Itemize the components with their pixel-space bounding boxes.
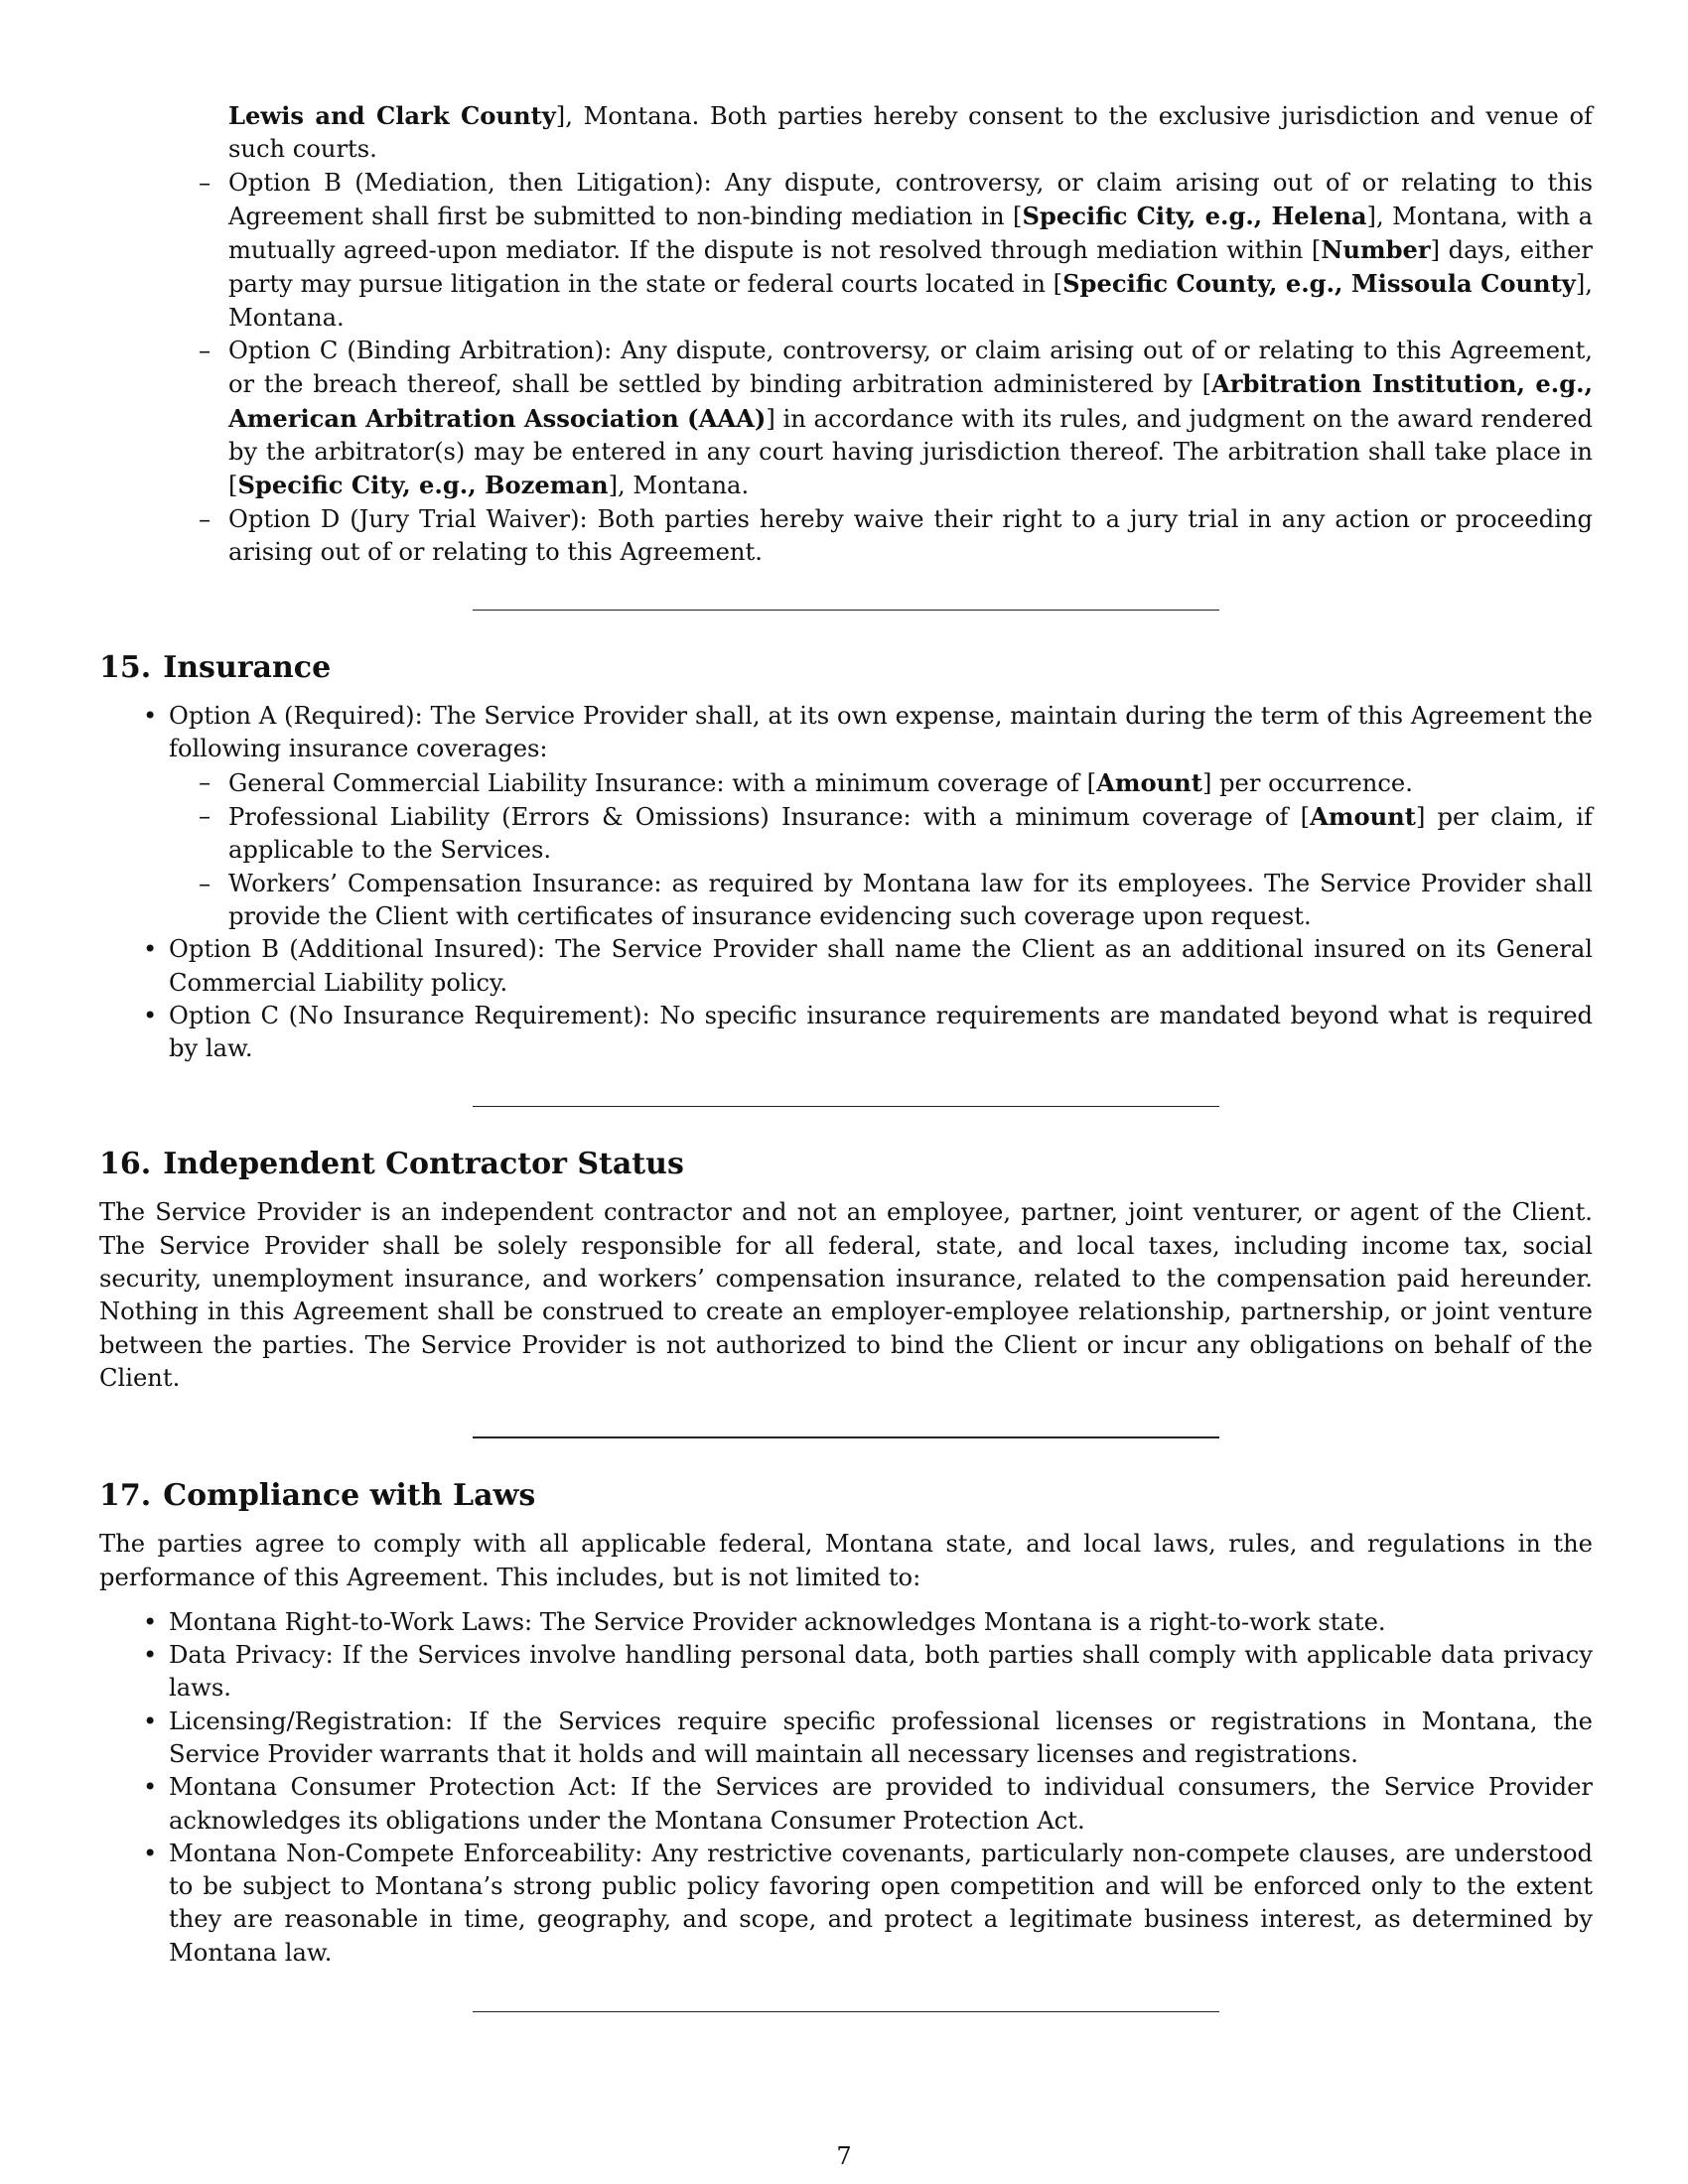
insurance-option-a: • Option A (Required): The Service Provider shall, at its own expense, maintain during the term of this Agreement the following insurance coverages: – General Commercial Liability Insurance: with a minimum coverage of [Amount] per occurrence. – Professional Liability (Errors & Omissions) Insurance: with a minimum coverage of [Amount] per claim, if applicable to the Services. – Workers’ Compensation Insurance: as required by Montana law for its employees. The Service Provider shall provide the Client with certificates of insurance evidencing such coverage upon request.: [169, 700, 1593, 933]
insurance-coverage-list: [169, 766, 1593, 933]
page-number: 7: [836, 2142, 852, 2170]
section-17-heading: 17. Compliance with Laws: [99, 1478, 536, 1514]
compliance-intro: The parties agree to comply with all applicable federal, Montana state, and local laws, rules, and regulations in the performance of this Agreement. This includes, but is not limited to:: [99, 1530, 1593, 1591]
coverage-workers-comp: – Workers’ Compensation Insurance: as required by Montana law for its employees. The Service Provider shall provide the Client with certificates of insurance evidencing such coverage upon request.: [228, 868, 1593, 934]
insurance-option-b: • Option B (Additional Insured): The Service Provider shall name the Client as an additional insured on its General Commercial Liability policy.: [169, 933, 1593, 1000]
compliance-item-data-privacy: • Data Privacy: If the Services involve handling personal data, both parties shall comply with applicable data privacy laws.: [169, 1639, 1593, 1706]
section-divider: [473, 1106, 1219, 1107]
section-16-heading: 16. Independent Contractor Status: [99, 1147, 684, 1182]
section-14-options: [99, 167, 1593, 570]
option-b-mediation: – Option B (Mediation, then Litigation): Any dispute, controversy, or claim arising out of or relating to this Agreement shall first be submitted to non-binding mediation in [Specific City, e.g., Helena], Montana, with a mutually agreed-upon mediator. If the dispute is not resolved through mediation within [Number] days, either party may pursue litigation in the state or federal courts located in [Specific County, e.g., Missoula County], Montana.: [228, 167, 1593, 335]
compliance-list: [99, 1606, 1593, 1970]
compliance-item-non-compete: • Montana Non-Compete Enforceability: Any restrictive covenants, particularly non-compete clauses, are understood to be subject to Montana’s strong public policy favoring open competition and will be enforced only to the extent they are reasonable in time, geography, and scope, and protect a legitimate business interest, as determined by Montana law.: [169, 1838, 1593, 1970]
section-15-heading: 15. Insurance: [99, 650, 332, 686]
option-c-arbitration: – Option C (Binding Arbitration): Any dispute, controversy, or claim arising out of or relating to this Agreement, or the breach thereof, shall be settled by binding arbitration administered by [Arbitration Institution, e.g., American Arbitration Association (AAA)] in accordance with its rules, and judgment on the award rendered by the arbitrator(s) may be entered in any court having jurisdiction thereof. The arbitration shall take place in [Specific City, e.g., Bozeman], Montana.: [228, 335, 1593, 502]
section-14-continuation: Lewis and Clark County], Montana. Both parties hereby consent to the exclusive jurisdiction and venue of such courts.: [228, 101, 1593, 164]
compliance-item-consumer-protection: • Montana Consumer Protection Act: If the Services are provided to individual consumers, the Service Provider acknowledges its obligations under the Montana Consumer Protection Act.: [169, 1771, 1593, 1838]
option-d-jury-waiver: – Option D (Jury Trial Waiver): Both parties hereby waive their right to a jury trial in any action or proceeding arising out of or relating to this Agreement.: [228, 503, 1593, 570]
compliance-item-right-to-work: • Montana Right-to-Work Laws: The Service Provider acknowledges Montana is a right-to-work state.: [169, 1606, 1593, 1639]
independent-contractor-paragraph: The Service Provider is an independent contractor and not an employee, partner, joint venturer, or agent of the Client. The Service Provider shall be solely responsible for all federal, state, and local taxes, including income tax, social security, unemployment insurance, and workers’ compensation insurance, related to the compensation paid hereunder. Nothing in this Agreement shall be construed to create an employer-employee relationship, partnership, or joint venture between the parties. The Service Provider is not authorized to bind the Client or incur any obligations on behalf of the Client.: [99, 1198, 1593, 1392]
compliance-item-licensing: • Licensing/Registration: If the Services require specific professional licenses or registrations in Montana, the Service Provider warrants that it holds and will maintain all necessary licenses and registrations.: [169, 1706, 1593, 1772]
insurance-option-c: • Option C (No Insurance Requirement): No specific insurance requirements are mandated beyond what is required by law.: [169, 1000, 1593, 1066]
coverage-professional-liability: – Professional Liability (Errors & Omissions) Insurance: with a minimum coverage of [Amount] per claim, if applicable to the Services.: [228, 800, 1593, 868]
section-divider: [473, 610, 1219, 611]
section-divider: [473, 1436, 1219, 1438]
bold-placeholder: Lewis and Clark County: [228, 101, 556, 130]
insurance-options-list: [99, 700, 1593, 1065]
coverage-general-liability: – General Commercial Liability Insurance: with a minimum coverage of [Amount] per occurrence.: [228, 766, 1593, 800]
section-divider: [473, 2011, 1219, 2012]
